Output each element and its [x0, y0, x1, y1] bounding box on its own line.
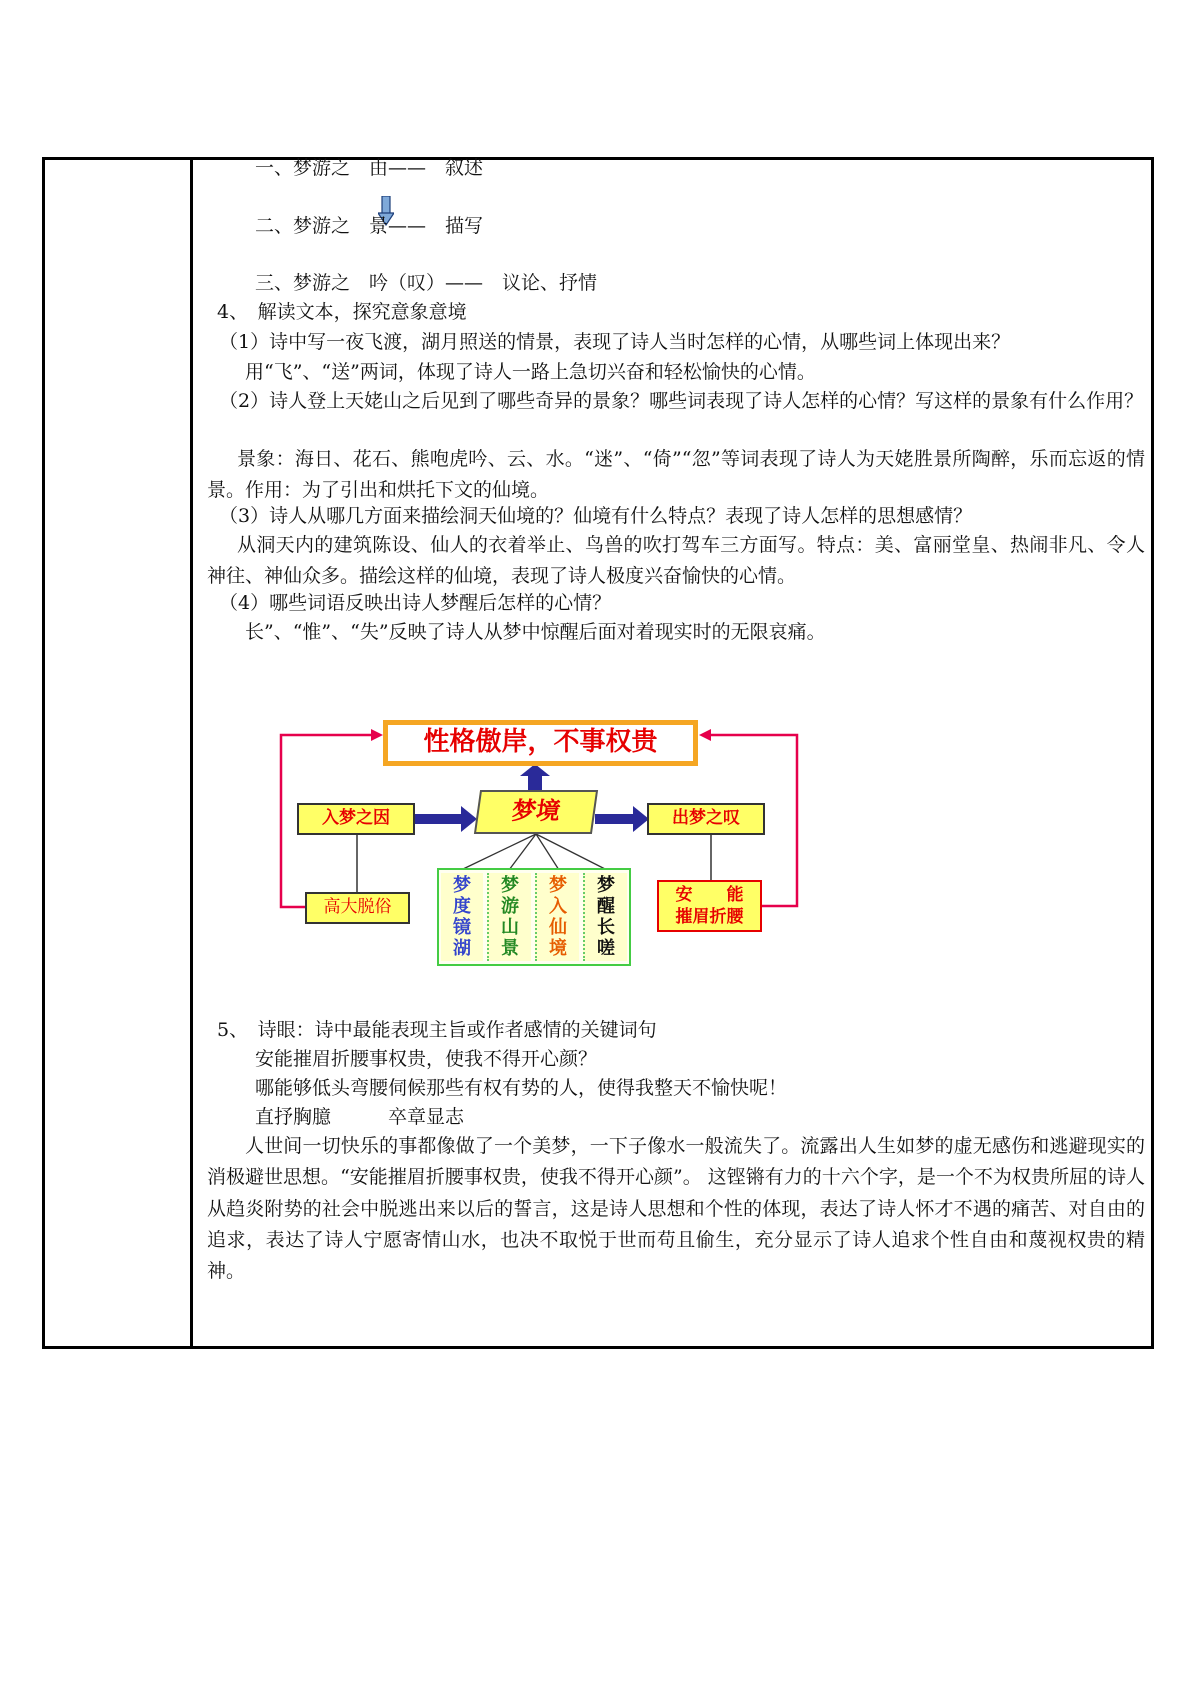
analysis-paragraph: 人世间一切快乐的事都像做了一个美梦，一下子像水一般流失了。流露出人生如梦的虚无感伤和逃避现实的消极避世思想。“安能摧眉折腰事权贵，使我不得开心颜”。 这铿锵有力的十六个字，是一个不为权贵所屈的诗人从趋炎附势的社会中脱逃出来以后的誓言，这是诗人思想和个性的体现，表达了诗人怀才不遇的痛苦、对自由的追求，表达了诗人宁愿寄情山水，也决不取悦于世而苟且偷生，充分显示了诗人追求个性自由和蔑视权贵的精神。: [207, 1135, 1145, 1283]
stage-1-char: 度: [453, 896, 471, 917]
answer-4: 长”、“惟”、“失”反映了诗人从梦中惊醒后面对着现实时的无限哀痛。: [245, 621, 826, 643]
quote-translation: 哪能够低头弯腰伺候那些有权有势的人，使得我整天不愉快呢！: [255, 1077, 788, 1099]
conclusion-box: [657, 880, 762, 932]
stage-1-char: 梦: [453, 875, 471, 896]
stage-2-char: 梦: [501, 875, 519, 896]
dream-cause-box: 入梦之因: [297, 803, 415, 835]
stage-4-char: 梦: [597, 875, 615, 896]
stage-3-char: 入: [549, 896, 567, 917]
stage-1: [441, 873, 483, 961]
outline-line-2: 二、梦游之 景—— 描写: [255, 215, 484, 237]
question-2: （2）诗人登上天姥山之后见到了哪些奇异的景象？哪些词表现了诗人怎样的心情？写这样的景象有什么作用？: [219, 390, 1144, 412]
stage-1-char: 湖: [453, 938, 471, 959]
stage-4-char: 嗟: [597, 938, 615, 959]
technique-note: 直抒胸臆 卒章显志: [255, 1106, 465, 1128]
question-3: （3）诗人从哪几方面来描绘洞天仙境的？仙境有什么特点？表现了诗人怎样的思想感情？: [219, 505, 973, 527]
conclusion-line-2: 摧眉折腰: [675, 907, 744, 927]
diagram-title-box: 性格傲岸，不事权贵: [383, 720, 698, 766]
stage-4-char: 醒: [597, 896, 615, 917]
stage-4-char: 长: [597, 917, 615, 938]
answer-1: 用“飞”、“送”两词，体现了诗人一路上急切兴奋和轻松愉快的心情。: [245, 361, 816, 383]
stage-3-char: 仙: [549, 917, 567, 938]
stage-3-char: 梦: [549, 875, 567, 896]
conclusion-line-1: 安 能: [675, 885, 744, 905]
column-divider: [190, 160, 193, 1346]
dream-stages-box: [437, 868, 631, 966]
stage-2-char: 山: [501, 917, 519, 938]
dream-sigh-box: 出梦之叹: [647, 803, 765, 835]
stage-4: [583, 873, 627, 961]
outline-line-3: 三、梦游之 吟（叹）—— 议论、抒情: [255, 272, 598, 294]
stage-1-char: 镜: [453, 917, 471, 938]
stage-2-char: 景: [501, 938, 519, 959]
section5-heading: 5、 诗眼：诗中最能表现主旨或作者感情的关键词句: [217, 1019, 657, 1041]
lesson-table: [42, 157, 1154, 1349]
stage-3: [535, 873, 579, 961]
section4-heading: 4、 解读文本，探究意象意境: [217, 301, 467, 323]
dream-box: 梦境: [474, 790, 598, 834]
stage-3-char: 境: [549, 938, 567, 959]
question-4: （4）哪些词语反映出诗人梦醒后怎样的心情？: [219, 592, 612, 614]
outline-line-1: 一、梦游之 由—— 叙述: [255, 157, 484, 179]
question-1: （1）诗中写一夜飞渡，湖月照送的情景，表现了诗人当时怎样的心情，从哪些词上体现出来？: [219, 331, 1011, 353]
dream-structure-diagram: [279, 710, 819, 960]
escape-box: 高大脱俗: [305, 892, 410, 924]
key-quote: 安能摧眉折腰事权贵，使我不得开心颜？: [255, 1048, 598, 1070]
stage-2-char: 游: [501, 896, 519, 917]
answer-3: 从洞天内的建筑陈设、仙人的衣着举止、鸟兽的吹打驾车三方面写。特点：美、富丽堂皇、热闹非凡、令人神往、神仙众多。描绘这样的仙境，表现了诗人极度兴奋愉快的心情。: [207, 534, 1145, 588]
answer-2: 景象：海日、花石、熊咆虎吟、云、水。“迷”、“倚”“忽”等词表现了诗人为天姥胜景所陶醉，乐而忘返的情景。作用：为了引出和烘托下文的仙境。: [207, 448, 1145, 502]
stage-2: [487, 873, 531, 961]
